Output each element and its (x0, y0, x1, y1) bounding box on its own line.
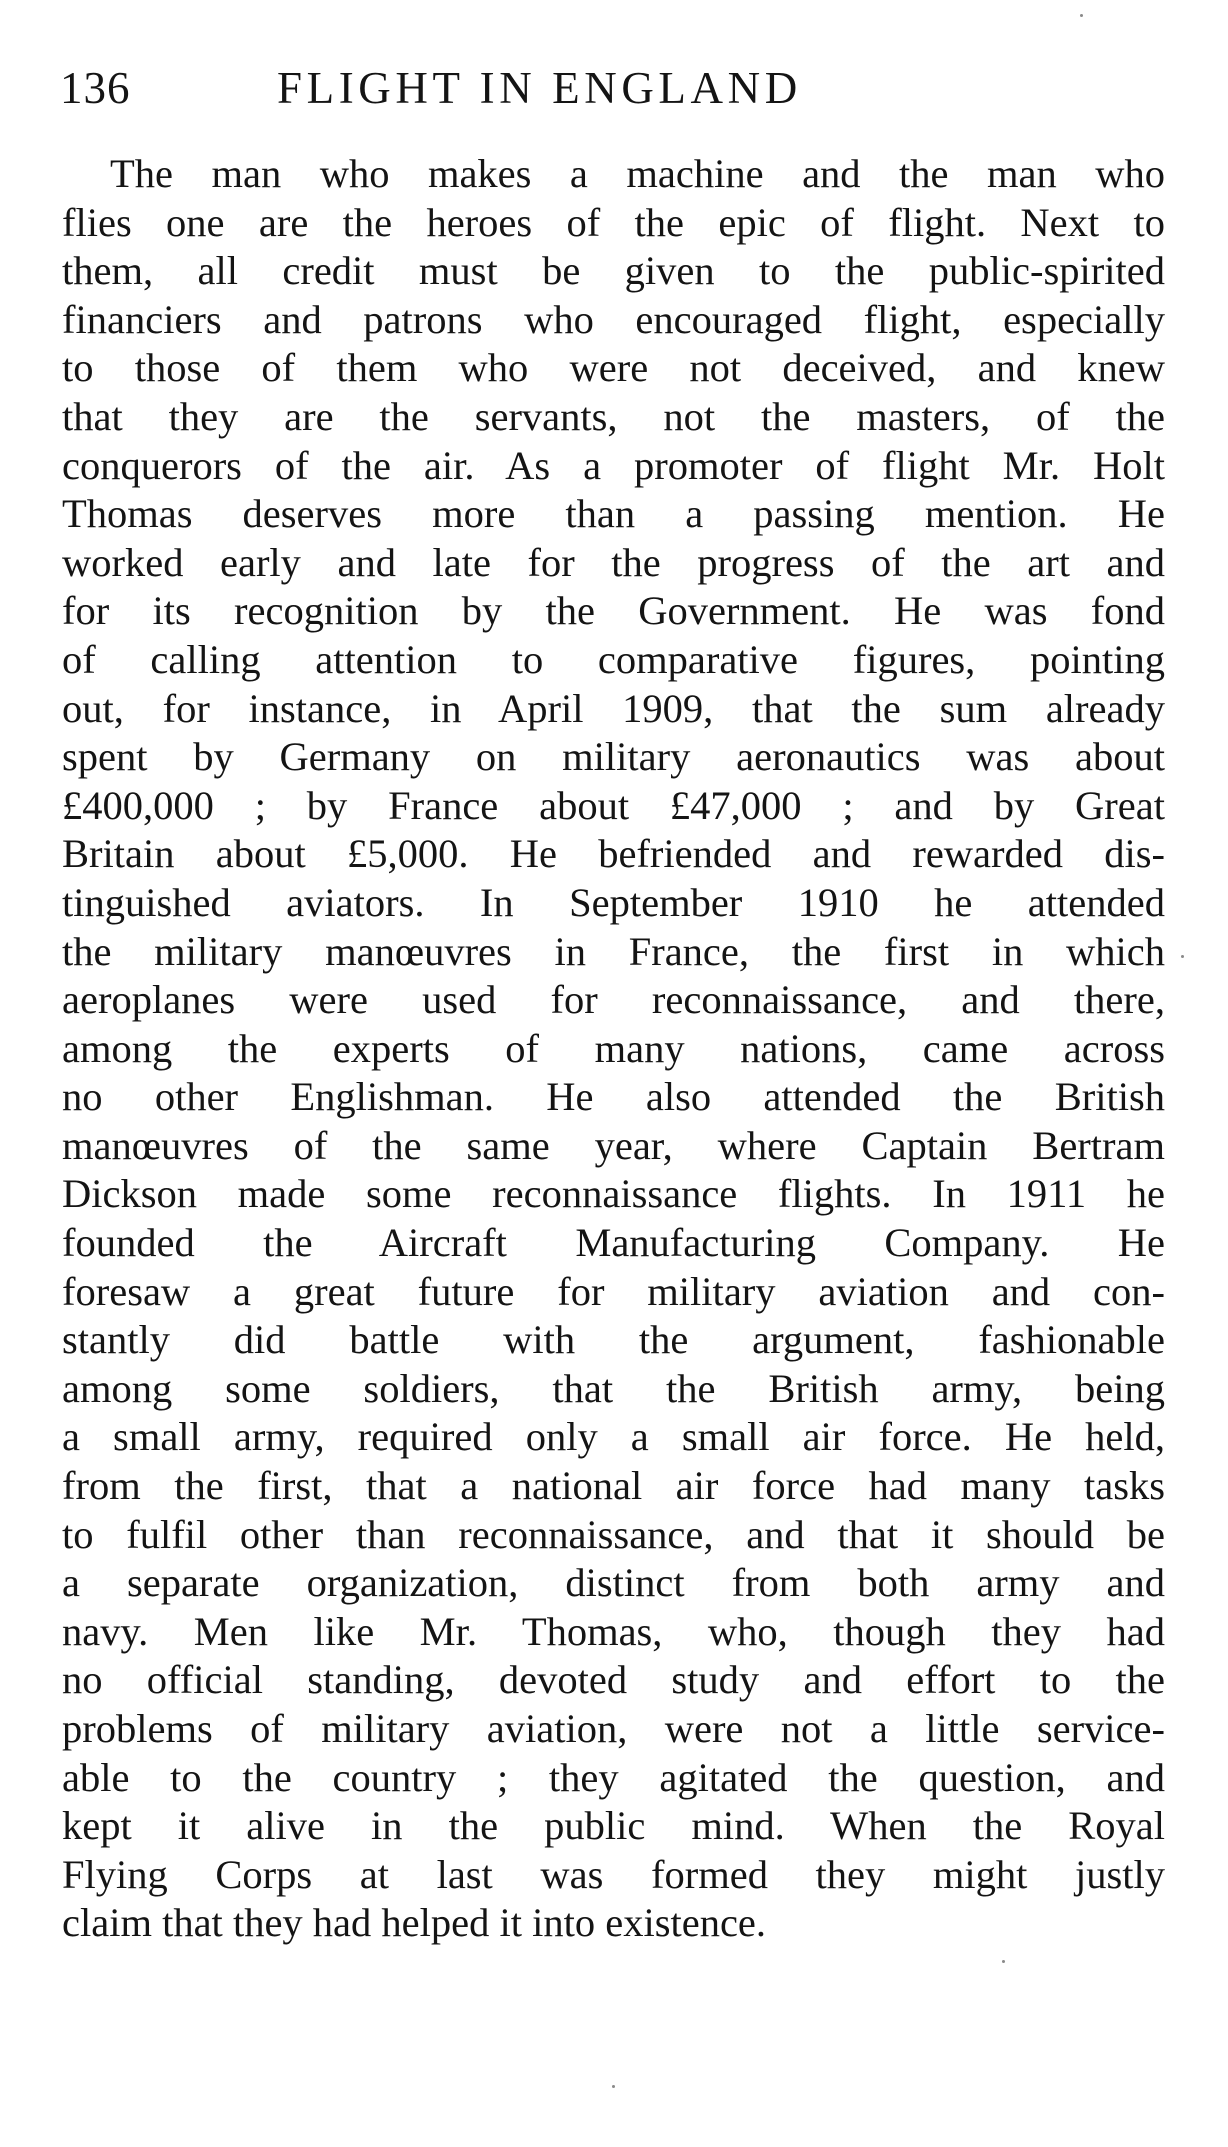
paper-speck (612, 2085, 615, 2088)
paper-speck (1181, 955, 1184, 958)
text-line: tinguished aviators. In September 1910 he attended (62, 879, 1165, 925)
running-title: FLIGHT IN ENGLAND (277, 63, 802, 113)
text-line: conquerors of the air. As a promoter of flight Mr. Holt (62, 442, 1165, 488)
text-line: navy. Men like Mr. Thomas, who, though they had (62, 1608, 1165, 1654)
text-line: Flying Corps at last was formed they might justly (62, 1851, 1165, 1897)
paper-speck (1002, 1960, 1005, 1963)
text-line: financiers and patrons who encouraged flight, especially (62, 296, 1165, 342)
text-line: that they are the servants, not the masters, of the (62, 393, 1165, 439)
text-line: manœuvres of the same year, where Captain Bertram (62, 1122, 1165, 1168)
text-line: them, all credit must be given to the public-spirited (62, 248, 1165, 294)
text-line: £400,000 ; by France about £47,000 ; and by Great (62, 782, 1165, 828)
text-line: no other Englishman. He also attended the British (62, 1074, 1165, 1120)
text-line: a small army, required only a small air force. He held, (62, 1414, 1165, 1460)
text-line: foresaw a great future for military aviation and con- (62, 1268, 1165, 1314)
text-line: claim that they had helped it into existence. (62, 1900, 767, 1946)
text-line: spent by Germany on military aeronautics was about (62, 734, 1165, 780)
text-line: founded the Aircraft Manufacturing Company. He (62, 1220, 1165, 1266)
text-line: worked early and late for the progress of the art and (62, 539, 1165, 585)
text-line: Britain about £5,000. He befriended and rewarded dis- (62, 831, 1165, 877)
paper-speck (1080, 14, 1083, 17)
running-head (60, 58, 1160, 118)
text-line: for its recognition by the Government. He was fond (62, 588, 1165, 634)
text-line: among some soldiers, that the British army, being (62, 1365, 1165, 1411)
text-line: a separate organization, distinct from both army and (62, 1560, 1165, 1606)
text-line: stantly did battle with the argument, fashionable (62, 1317, 1165, 1363)
text-line: Thomas deserves more than a passing mention. He (62, 491, 1165, 537)
text-line: Dickson made some reconnaissance flights. In 1911 he (62, 1171, 1165, 1217)
text-line: able to the country ; they agitated the question, and (62, 1754, 1165, 1800)
text-line: to fulfil other than reconnaissance, and that it should be (62, 1511, 1165, 1557)
text-line: kept it alive in the public mind. When the Royal (62, 1803, 1165, 1849)
text-line: to those of them who were not deceived, and knew (62, 345, 1165, 391)
text-line: no official standing, devoted study and effort to the (62, 1657, 1165, 1703)
page-number: 136 (60, 63, 131, 113)
text-line: flies one are the heroes of the epic of flight. Next to (62, 199, 1165, 245)
text-line: aeroplanes were used for reconnaissance, and there, (62, 977, 1165, 1023)
text-line: among the experts of many nations, came across (62, 1025, 1165, 1071)
body-paragraph (62, 150, 1165, 1948)
text-line: out, for instance, in April 1909, that the sum already (62, 685, 1165, 731)
text-line: the military manœuvres in France, the first in which (62, 928, 1165, 974)
text-line: from the first, that a national air force had many tasks (62, 1463, 1165, 1509)
text-line: of calling attention to comparative figures, pointing (62, 636, 1165, 682)
text-line: The man who makes a machine and the man who (110, 151, 1165, 196)
text-line: problems of military aviation, were not a little service- (62, 1706, 1165, 1751)
